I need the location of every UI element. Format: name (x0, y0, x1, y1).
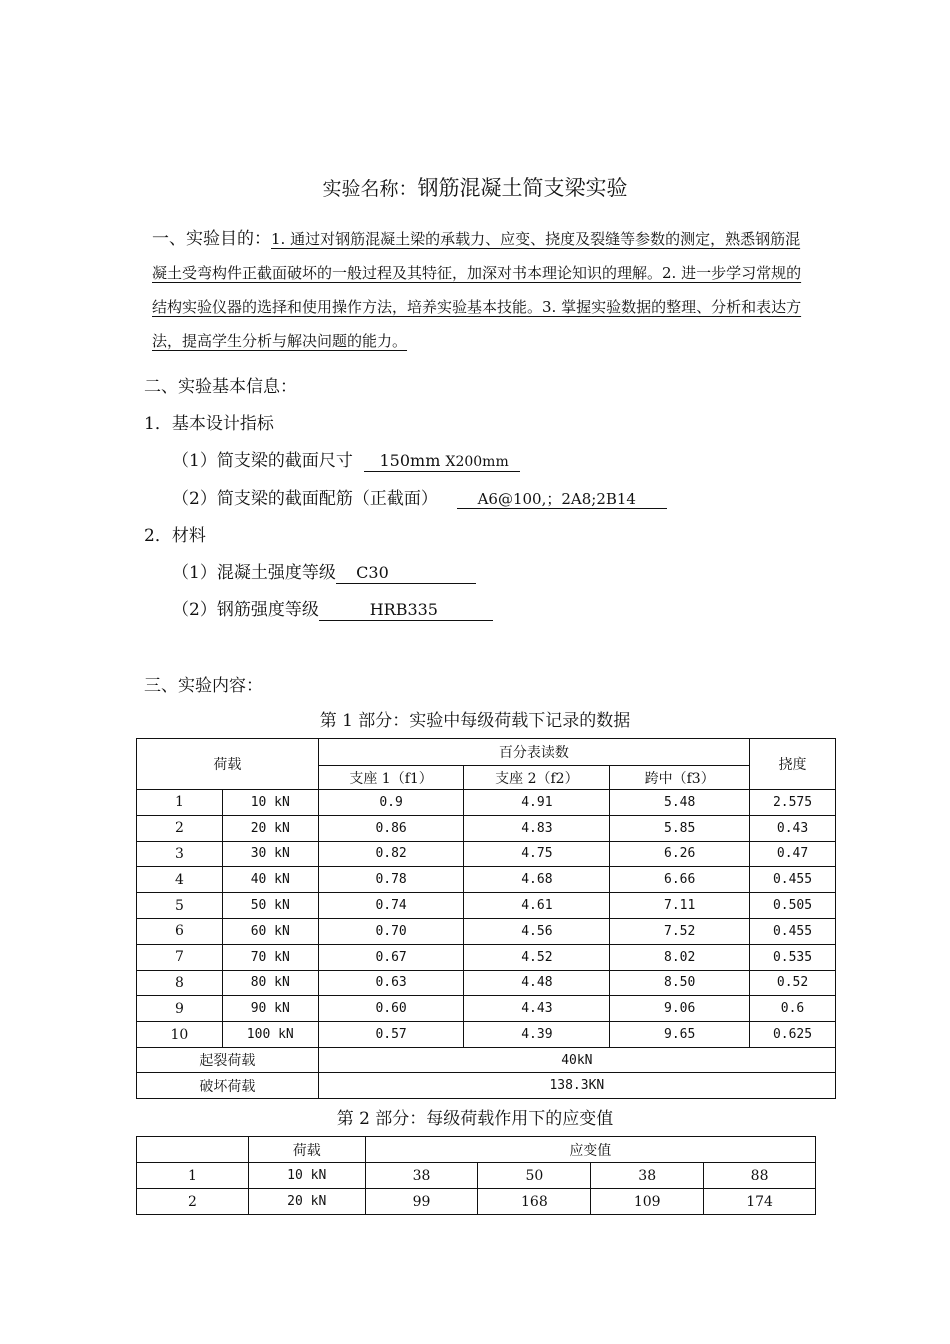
row-load: 10 kN (222, 790, 318, 816)
row-index: 1 (137, 790, 223, 816)
row-f3: 7.11 (610, 893, 750, 919)
row-f3: 9.06 (610, 996, 750, 1022)
row-deflection: 0.47 (750, 841, 836, 867)
row-load: 30 kN (222, 841, 318, 867)
row-strain-4: 88 (704, 1163, 816, 1189)
row-f1: 0.70 (318, 918, 464, 944)
row-index: 2 (137, 1189, 249, 1215)
section-size-row (172, 446, 520, 472)
row-f3: 8.50 (610, 970, 750, 996)
row-f2: 4.39 (464, 1022, 610, 1048)
concrete-grade-label: （1）混凝土强度等级 (172, 563, 336, 583)
concrete-grade-value: C30 (336, 563, 476, 584)
row-f1: 0.63 (318, 970, 464, 996)
row-deflection: 0.505 (750, 893, 836, 919)
row-f2: 4.75 (464, 841, 610, 867)
row-f1: 0.67 (318, 944, 464, 970)
row-deflection: 0.455 (750, 867, 836, 893)
table-row (137, 970, 836, 996)
steel-grade-row (172, 595, 493, 621)
strain-table (136, 1136, 816, 1215)
table-row (137, 841, 836, 867)
table-row (137, 996, 836, 1022)
row-f2: 4.83 (464, 815, 610, 841)
row-f2: 4.61 (464, 893, 610, 919)
header-f2: 支座 2（f2） (464, 766, 610, 790)
title-name: 钢筋混凝土简支梁实验 (417, 176, 628, 200)
row-f2: 4.48 (464, 970, 610, 996)
header-gauge-reading: 百分表读数 (318, 739, 749, 766)
purpose-label: 一、实验目的： (152, 229, 271, 249)
row-index: 8 (137, 970, 223, 996)
row-index: 9 (137, 996, 223, 1022)
header-load: 荷载 (137, 739, 319, 790)
table-row (137, 1022, 836, 1048)
row-f3: 9.65 (610, 1022, 750, 1048)
crack-load-label: 起裂荷载 (137, 1047, 319, 1073)
row-load: 20 kN (222, 815, 318, 841)
row-strain-3: 109 (591, 1189, 704, 1215)
row-index: 1 (137, 1163, 249, 1189)
row-f3: 8.02 (610, 944, 750, 970)
table-row (137, 944, 836, 970)
row-deflection: 0.6 (750, 996, 836, 1022)
table-row (137, 1189, 816, 1215)
reinforcement-row (172, 484, 667, 509)
row-index: 10 (137, 1022, 223, 1048)
row-deflection: 0.43 (750, 815, 836, 841)
row-f1: 0.82 (318, 841, 464, 867)
row-load: 10 kN (248, 1163, 365, 1189)
failure-load-label: 破坏荷载 (137, 1073, 319, 1099)
design-index-heading: 1．基本设计指标 (144, 414, 274, 434)
material-heading: 2．材料 (144, 526, 206, 546)
title-label: 实验名称： (322, 178, 418, 200)
row-f1: 0.74 (318, 893, 464, 919)
row-load: 80 kN (222, 970, 318, 996)
row-load: 60 kN (222, 918, 318, 944)
crack-load-value: 40kN (318, 1047, 835, 1073)
section-size-label: （1）简支梁的截面尺寸 (172, 451, 353, 471)
header-deflection: 挠度 (750, 739, 836, 790)
content-heading: 三、实验内容： (144, 676, 263, 696)
row-index: 2 (137, 815, 223, 841)
row-f2: 4.56 (464, 918, 610, 944)
row-load: 20 kN (248, 1189, 365, 1215)
part2-caption: 第 2 部分：每级荷载作用下的应变值 (336, 1109, 614, 1129)
concrete-grade-row (172, 558, 476, 584)
purpose-text: 1. 通过对钢筋混凝土梁的承载力、应变、挠度及裂缝等参数的测定，熟悉钢筋混凝土受弯构件正截面破坏的一般过程及其特征，加深对书本理论知识的理解。2. 进一步学习常规的结构实验仪器的选择和使用操作方法，培养实验基本技能。3. 掌握实验数据的整理、分析和表达方法，提高学生分析与解决问题的能力。 (152, 230, 802, 350)
row-deflection: 2.575 (750, 790, 836, 816)
row-f1: 0.57 (318, 1022, 464, 1048)
table-row (137, 815, 836, 841)
row-deflection: 0.535 (750, 944, 836, 970)
steel-grade-value: HRB335 (319, 600, 493, 621)
row-load: 100 kN (222, 1022, 318, 1048)
strain-header-blank (137, 1137, 249, 1163)
row-f2: 4.91 (464, 790, 610, 816)
table-row (137, 867, 836, 893)
experiment-title (0, 172, 950, 202)
row-deflection: 0.625 (750, 1022, 836, 1048)
row-index: 3 (137, 841, 223, 867)
strain-header-value: 应变值 (365, 1137, 815, 1163)
load-data-table (136, 738, 836, 1099)
row-f1: 0.9 (318, 790, 464, 816)
row-index: 7 (137, 944, 223, 970)
section-size-value: 150mm X200mm (364, 451, 520, 472)
steel-grade-label: （2）钢筋强度等级 (172, 600, 319, 620)
strain-header-load: 荷载 (248, 1137, 365, 1163)
row-strain-1: 99 (365, 1189, 478, 1215)
table-row (137, 1163, 816, 1189)
row-load: 90 kN (222, 996, 318, 1022)
row-f2: 4.52 (464, 944, 610, 970)
row-f2: 4.43 (464, 996, 610, 1022)
failure-load-value: 138.3KN (318, 1073, 835, 1099)
row-f1: 0.78 (318, 867, 464, 893)
row-load: 70 kN (222, 944, 318, 970)
row-index: 4 (137, 867, 223, 893)
row-deflection: 0.455 (750, 918, 836, 944)
part1-caption: 第 1 部分：实验中每级荷载下记录的数据 (319, 711, 631, 731)
table-row (137, 790, 836, 816)
row-f2: 4.68 (464, 867, 610, 893)
table-row (137, 918, 836, 944)
row-f3: 7.52 (610, 918, 750, 944)
row-f3: 6.26 (610, 841, 750, 867)
row-strain-2: 50 (478, 1163, 591, 1189)
header-f1: 支座 1（f1） (318, 766, 464, 790)
row-f3: 5.85 (610, 815, 750, 841)
row-strain-2: 168 (478, 1189, 591, 1215)
row-f1: 0.60 (318, 996, 464, 1022)
table-row (137, 893, 836, 919)
row-index: 5 (137, 893, 223, 919)
purpose-paragraph (152, 222, 807, 358)
reinforcement-value: A6@100,；2A8;2B14 (457, 488, 667, 509)
row-f3: 6.66 (610, 867, 750, 893)
row-strain-3: 38 (591, 1163, 704, 1189)
row-load: 50 kN (222, 893, 318, 919)
row-strain-4: 174 (704, 1189, 816, 1215)
row-strain-1: 38 (365, 1163, 478, 1189)
row-deflection: 0.52 (750, 970, 836, 996)
header-f3: 跨中（f3） (610, 766, 750, 790)
row-index: 6 (137, 918, 223, 944)
row-load: 40 kN (222, 867, 318, 893)
row-f3: 5.48 (610, 790, 750, 816)
row-f1: 0.86 (318, 815, 464, 841)
basic-info-heading: 二、实验基本信息： (144, 377, 297, 397)
reinforcement-label: （2）简支梁的截面配筋（正截面） (172, 489, 438, 509)
